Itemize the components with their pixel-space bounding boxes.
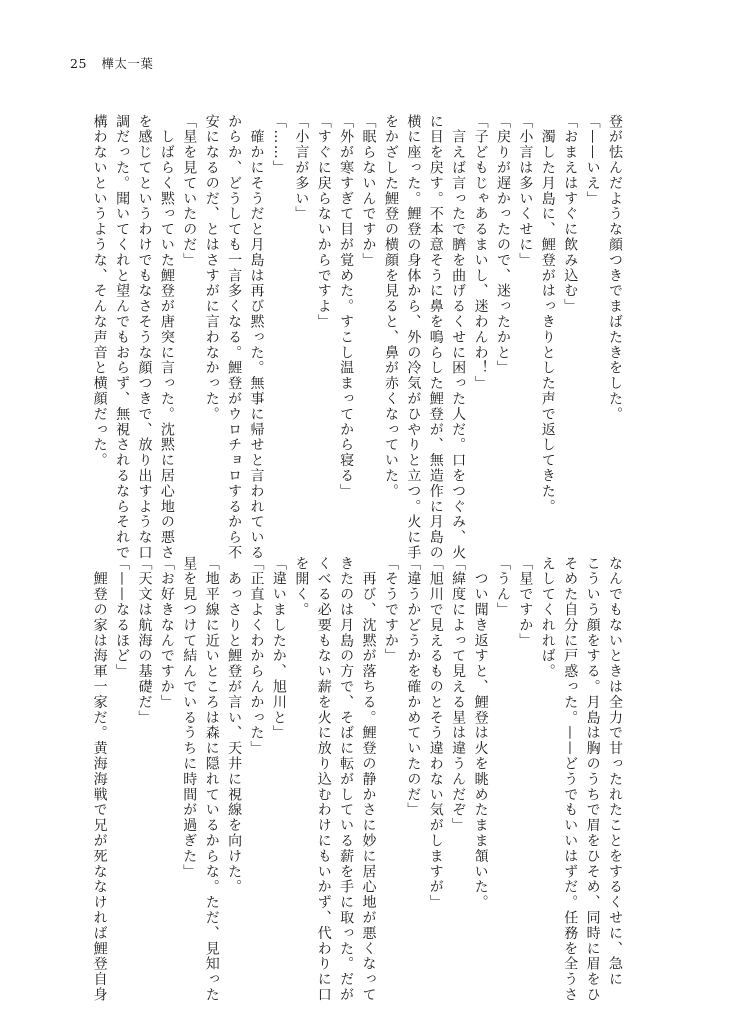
text-line: 「眠らないんですか」 — [360, 114, 377, 268]
text-line: 「星を見ていたのだ」 — [181, 114, 198, 268]
text-line: 「星ですか」 — [517, 556, 534, 649]
text-line: 言えば言ったで臍を曲げるくせに困った人だ。口をつぐみ、火 — [450, 114, 467, 561]
text-line: 星を見つけて結んでいるうちに時間が過ぎた」 — [181, 556, 198, 880]
text-line: 「地平線に近いところは森に隠れているからな。ただ、見知った — [203, 556, 220, 1003]
text-line: をかざした鯉登の横顔を見ると、鼻が赤くなっていた。 — [382, 114, 399, 499]
text-line: 「正直よくわからんかった」 — [248, 556, 265, 757]
text-line: 「うん」 — [494, 556, 511, 618]
text-line: を開く。 — [293, 556, 310, 618]
text-line: 「違いましたか、旭川と」 — [270, 556, 287, 741]
text-line: 「おまえはすぐに飲み込む」 — [562, 114, 579, 315]
text-line: を感じてというわけでもなさそうな顔つきで、放り出すような口 — [136, 114, 153, 561]
text-line: 「小言が多い」 — [293, 114, 310, 222]
text-line: に目を戻す。不本意そうに鼻を鳴らした鯉登が、無造作に月島の — [427, 114, 444, 561]
text-line: 濁した月島に、鯉登がはっきりとした声で返してきた。 — [539, 114, 556, 515]
text-line: そめた自分に戸惑った。——どうでもいいはずだ。任務を全うさ — [562, 556, 579, 1003]
text-line: 「子どもじゃあるまいし、迷わんわ！」 — [472, 114, 489, 392]
text-line: 登が怯んだような顔つきでまばたきをした。 — [607, 114, 623, 422]
text-line: 「そうですか」 — [382, 556, 399, 664]
text-line: 鯉登の家は海軍一家だ。黄海海戦で兄が死ななければ鯉登自身 — [91, 556, 108, 1003]
text-block-bottom — [88, 556, 626, 1003]
running-title: 樺太一葉 — [101, 56, 154, 71]
text-line: 「……」 — [270, 114, 287, 176]
text-line: 安になるのだ、とはさすがに言わなかった。 — [203, 114, 220, 422]
text-line: 「小言は多いくせに」 — [517, 114, 534, 268]
text-line: 「——いえ」 — [584, 114, 601, 207]
text-line: なんでもないときは全力で甘ったれたことをするくせに、急に — [607, 556, 623, 988]
text-line: 「天文は航海の基礎だ」 — [136, 556, 153, 726]
text-line: 「旭川で見えるものとそう違わない気がしますが」 — [427, 556, 444, 911]
text-line: 「外が寒すぎて目が覚めた。すこし温まってから寝る」 — [338, 114, 355, 499]
text-line: えしてくれれば。 — [539, 556, 556, 680]
text-line: 「違うかどうかを確かめていたのだ」 — [405, 556, 422, 818]
text-line: 「——なるほど」 — [114, 556, 131, 680]
text-line: 再び、沈黙が落ちる。鯉登の静かさに妙に居心地が悪くなって — [360, 556, 377, 1003]
page-header — [70, 54, 153, 72]
text-line: きたのは月島の方で、そばに転がしている薪を手に取った。だが — [338, 556, 355, 1003]
text-line: つい聞き返すと、鯉登は火を眺めたまま頷いた。 — [472, 556, 489, 911]
text-line: からか、どうしても一言多くなる。鯉登がウロチョロするから不 — [226, 114, 243, 561]
text-line: 「すぐに戻らないからですよ」 — [315, 114, 332, 330]
text-line: 調だった。聞いてくれと望んでもおらず、無視されるならそれで — [114, 114, 131, 561]
text-line: しばらく黙っていた鯉登が唐突に言った。沈黙に居心地の悪さ — [158, 114, 175, 561]
text-line: 横に座った。鯉登の身体から、外の冷気がひやりと立つ。火に手 — [405, 114, 422, 561]
text-line: 構わないというような、そんな声音と横顔だった。 — [91, 114, 108, 469]
text-line: 「戻りが遅かったので、迷ったかと」 — [494, 114, 511, 376]
text-line: 確かにそうだと月島は再び黙った。無事に帰せと言われている — [248, 114, 265, 561]
text-block-top — [88, 114, 626, 561]
text-line: こういう顔をする。月島は胸のうちで眉をひそめ、同時に眉をひ — [584, 556, 601, 1003]
text-line: 「緯度によって見える星は違うんだぞ」 — [450, 556, 467, 834]
text-line: あっさりと鯉登が言い、天井に視線を向けた。 — [226, 556, 243, 895]
text-line: くべる必要もない薪を火に放り込むわけにもいかず、代わりに口 — [315, 556, 332, 1003]
text-line: 「お好きなんですか」 — [158, 556, 175, 710]
page-number: 25 — [70, 56, 87, 71]
